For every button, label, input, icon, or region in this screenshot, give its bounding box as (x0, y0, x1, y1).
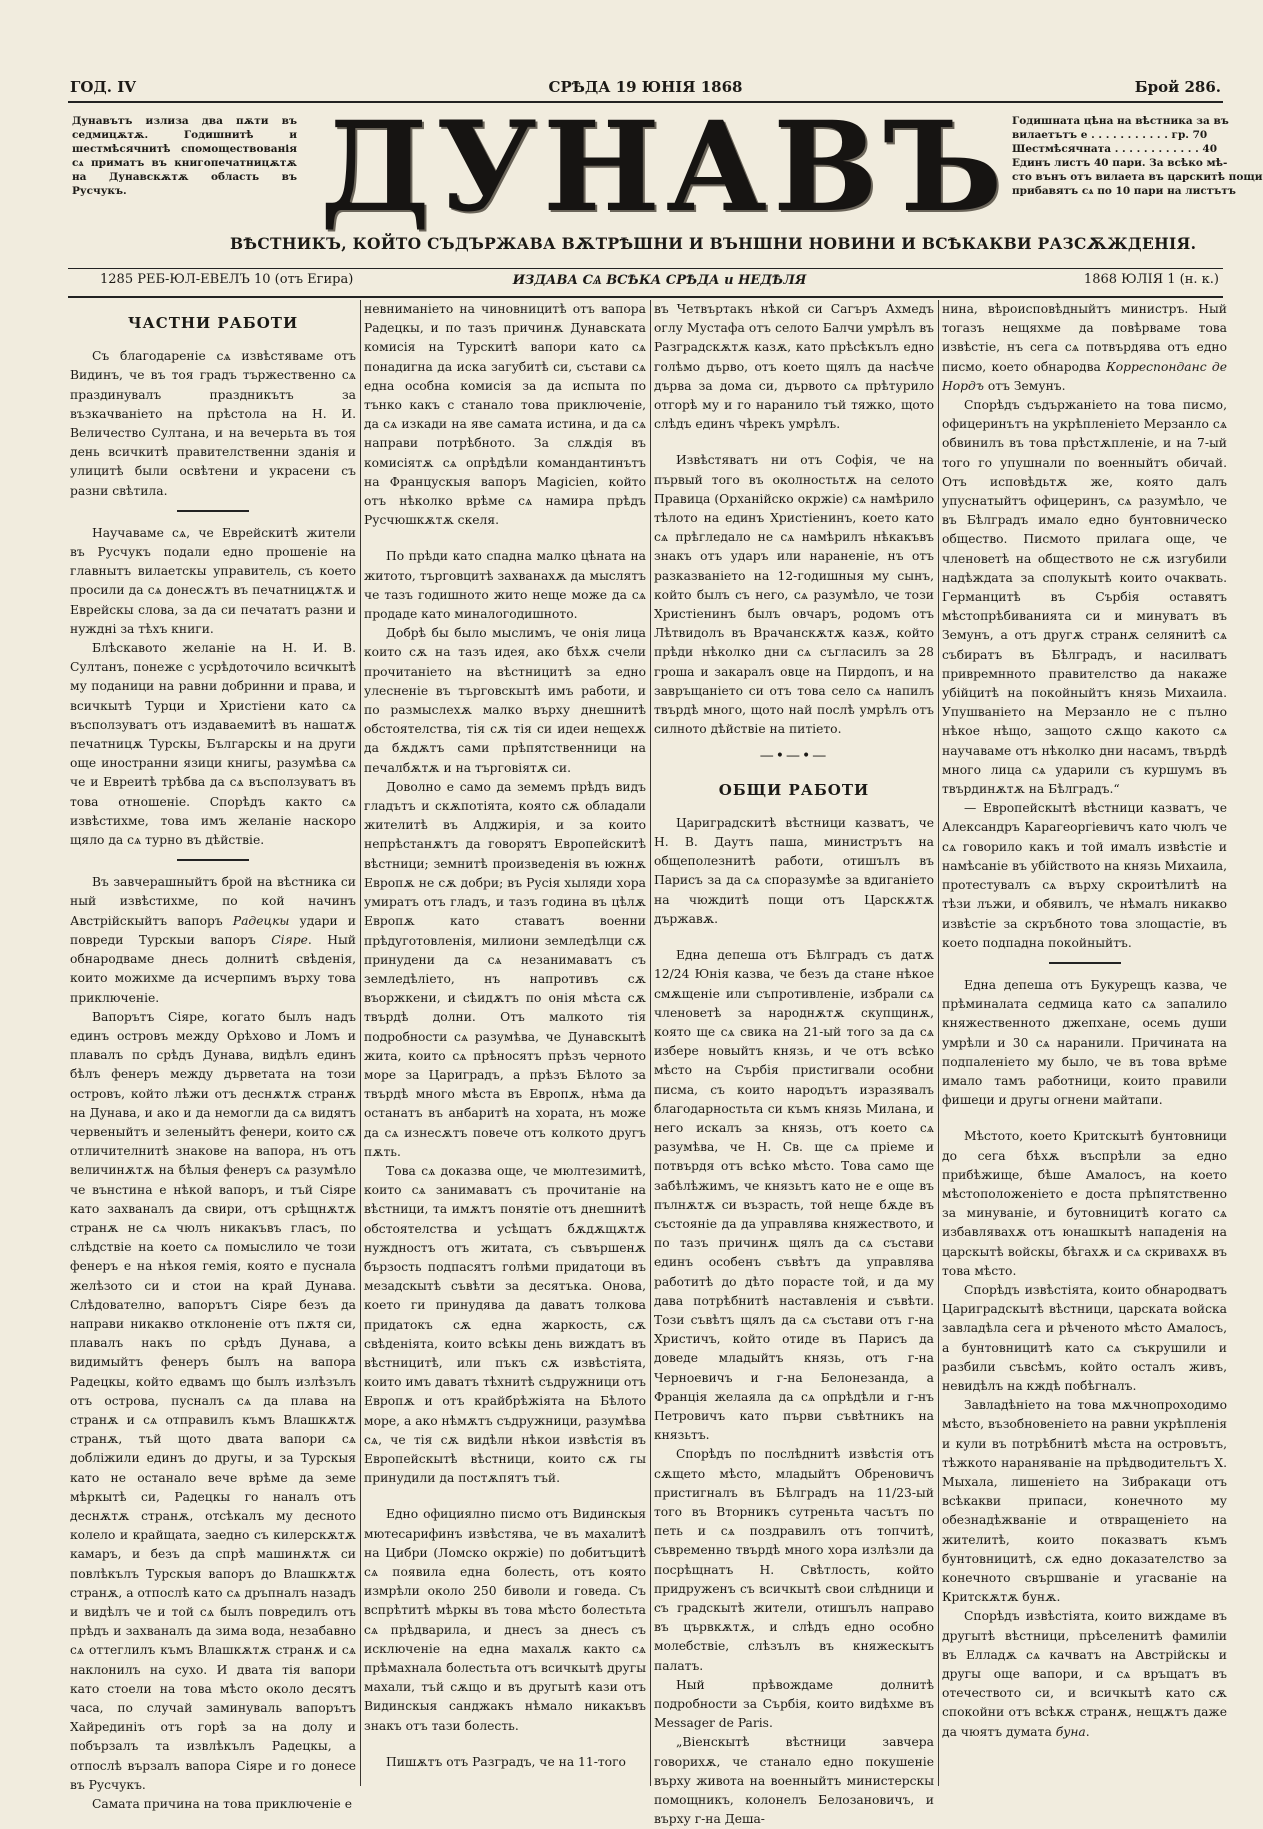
article-paragraph: Това сѧ доказва още, че мюлтезимитѣ, които сѧ занимаватъ съ прочитаніе на вѣстници, та имѫтъ понятіе отъ днешнитѣ обстоятелства и усѣщатъ бѫдѫщѫтѫ нуждностъ отъ житата, съ съвършенѫ бързость подпасятъ голѣми придатоци въ мезадскытѣ съвѣти за десятъка. Онова, което ги принудява да даватъ толкова придатокъ сѫ една жаркость, сѫ свѣденіята, които всѣкы день виждатъ въ вѣстницитѣ, или пъкъ сѫ извѣстіята, които имъ даватъ тѣхнитѣ съдружници отъ Европѫ и отъ крайбрѣжіята на Бѣлото море, а ако нѣмѫтъ съдружници, разумѣва сѧ, че тія сѫ видѣли нѣкои извѣстія въ Европейскытѣ вѣстници, които сѫ гы принудили да постѫпятъ тъй. (364, 1163, 646, 1486)
article-paragraph: Завладѣніето на това мѫчнопроходимо мѣсто, възобновеніето на равни укрѣпленія и кули въ потрѣбнитѣ мѣста на островътъ, тѣжкото нараняваніе на прѣдводительтъ Х. Мыхала, лишеніето на Зибракаци отъ всѣкакви припаси, конечното му обезнадѣжваніе и отвращеніето на жителитѣ, които показватъ къмъ бунтовницитѣ, сѫ едно доказателство за конечното свършваніе и угасваніе на Критскѫтѫ бунѫ. (942, 1398, 1227, 1605)
ornament-divider: —•—•— (759, 748, 829, 765)
article-paragraph: Доволно е само да земемъ прѣдъ видъ гладътъ и скѫпотіята, която сѫ обладали жителитѣ въ Алджирія, и за които непрѣстанѫтъ да говорятъ Европейскитѣ вѣстници; земнитѣ произведенія въ южнѫ Европѫ не сѫ добри; въ Русія хыляди хора умиратъ отъ гладъ, и тазъ година въ цѣлѫ Европѫ като ставатъ военни прѣдуготовленія, милиони земледѣлци сѫ принудени да сѧ незанимаватъ съ земледѣліето, нъ напротивъ сѫ въоржкени, и сѣидѫтъ по онія мѣста сѫ твърдѣ долни. Отъ малкото тія подробности сѧ разумѣва, че Дунавскытѣ жита, които сѧ прѣносятъ прѣзъ черното море за Цариградъ, а прѣзъ Бѣлото за твърдѣ много мѣста въ Европѫ, нѣма да останатъ въ анбаритѣ на хората, нъ може да сѧ изнесѫтъ повече отъ колкото другъ пѫть. (364, 779, 646, 1159)
article-paragraph: Добрѣ бы было мыслимъ, че онія лица които сѫ на тазъ идея, ако бѣхѫ счели прочитаніето на вѣстницитѣ за едно улесненіе въ търговскытѣ имъ работи, и по размыслехѫ малко върху днешнитѣ обстоятелства, тія сѫ тія си идеи нещехѫ да бѫдѫтъ сами прѣпятственници на печалбѫтѫ и на търговіятѫ си. (364, 626, 646, 775)
ear-right (1012, 114, 1263, 198)
article-paragraph: Мѣстото, което Критскытѣ бунтовници до сега бѣхѫ въспрѣли за едно прибѣжище, бѣше Амалосъ, на което мѣстоположеніето е доста прѣпятственно за минуваніе, и бутовницитѣ когато сѧ избавлявахѫ отъ юнашкытѣ нападенія на царскытѣ войскы, бѣгахѫ и сѧ скривахѫ въ това мѣсто. (942, 1129, 1227, 1278)
column-divider (650, 300, 651, 1786)
masthead-title: ДУНАВЪ (320, 95, 1009, 240)
article-separator (1049, 962, 1121, 964)
article-paragraph: нина, вѣроисповѣдныйтъ министръ. Ный тогазъ нещяхме да повѣрваме това извѣстіе, нъ сега сѧ потвърдява отъ едно писмо, което обнародва Корреспонданс де Нордъ отъ Земунъ. (942, 302, 1228, 393)
publish-note: ИЗДАВА СѦ ВСѢКА СРѢДА и НЕДѢЛЯ (512, 273, 807, 288)
price-line: Шестмѣсячната . . . . . . . . . . . . 40 (1012, 143, 1218, 155)
article-paragraph: Пишѫтъ отъ Разградъ, че на 11-того (386, 1754, 626, 1769)
article-paragraph: Една депеша отъ Бѣлградъ съ датѫ 12/24 Юнія казва, че безъ да стане нѣкое смѫщеніе или съпротивленіе, избрали сѧ членоветѣ за народнѫтѫ скупщинѫ, която ще сѧ свика на 21-ый того за да сѧ избере новыйтъ князь, и че отъ всѣко мѣсто на Сърбія пристигвали особни писма, съ които народътъ изразявалъ благодарностьта си къмъ князь Милана, и него искалъ за князь, отъ което сѧ разумѣва, че Н. Св. ще сѧ пріеме и потвърдя отъ всѣко мѣсто. Това само ще забѣлѣжимъ, че князьтъ като не е още въ пълнѫтѫ си възрасть, той неще бѫде въ състояніе да да управлява княжеството, и по тазъ причинѫ щялъ да сѧ състави единъ особенъ съвѣтъ да управлява работитѣ до дѣто порасте той, и да му дава потрѣбнитѣ наставленія и съвѣти. Този съвѣтъ щялъ да сѧ състави отъ г-на Христичъ, който отиде въ Парисъ да доведе младыйтъ князь, отъ г-на Черноевичъ и г-на Белонезанда, а Франція желаяла да сѧ опрѣдѣли и г-нъ Петровичъ като първи съвѣтникъ на князьтъ. (654, 948, 934, 1443)
ship-name: Радецкы (232, 913, 290, 928)
info-line (100, 272, 1219, 292)
issue-number: Брой 286. (1134, 78, 1221, 96)
hijri-date: 1285 РЕБ-ЮЛ-ЕВЕЛЪ 10 (отъ Егира) (100, 272, 354, 287)
info-rule-top (68, 268, 1223, 269)
column-divider (360, 300, 361, 1786)
emphasized-word: буна (1055, 1724, 1086, 1739)
article-paragraph: Една депеша отъ Букурещъ казва, че прѣминалата седмица като сѧ запалило княжественното джепхане, осемь души умрѣли и 30 сѧ наранили. Причината на подпаленіето му было, че въ това врѣме имало тамъ работници, които правили фишеци и другы огнени майтапи. (942, 977, 1227, 1108)
article-paragraph: Научаваме сѧ, че Еврейскитѣ жители въ Русчукъ подали едно прошеніе на главнытъ вилаетскы управитель, съ което просили да сѧ донесѫтъ въ печатницѫтѫ и Еврейскы словa, за да си печататъ разни и нужднi за тѣхъ книги. (70, 525, 356, 636)
masthead-subtitle: ВѢСТНИКЪ, КОЙТО СЪДЪРЖАВА ВѪТРѢШНИ И ВЪНШНИ НОВИНИ И ВСѢКАКВИ РАЗСѪЖДЕНІЯ. (230, 234, 1197, 253)
ear-left: Дунавътъ излиза два пѫти въ седмицѫтѫ. Годишнитѣ и шестмѣсячнитѣ спомоществованія сѧ приматъ въ книгопечатницѫтѫ на Дунавскѫтѫ область въ Русчукъ. (72, 115, 297, 197)
section-heading-general: ОБЩИ РАБОТИ (718, 780, 870, 799)
article-paragraph: Едно официялно писмо отъ Видинскыя мютесарифинъ извѣстява, че въ махалитѣ на Цибри (Ломско окржіе) по добитъцитѣ сѧ появила една болесть, отъ която измрѣли около 250 биволи и говеда. Съ вспрѣтитѣ мѣркы въ това мѣсто болестьта сѧ прѣдварила, и днесъ за днесъ съ исключеніе на една махалѫ както сѧ прѣмахнала болестьта отъ всичкытѣ другы махали, тъй сѫщо и въ другытѣ кази отъ Видинскыя санджакъ нѣмало никакъвъ знакъ отъ тази болесть. (364, 1507, 646, 1733)
article-paragraph: Блѣскавото желаніе на Н. И. В. Султанъ, понеже с усрѣдоточило всичкытѣ му поданици на равни добринни и права, и всичкытѣ Турци и Христіени като сѧ въсползуватъ отъ издаваемитѣ въ нашатѫ печатницѫ Турскы, Българскы и на други още иностранни язици книгы, разумѣва сѧ че и Евреитѣ трѣбва да сѧ въсползуватъ въ това отношеніе. Спорѣдъ както сѧ извѣстихме, това имъ желаніе наскоро щяло да сѧ турно въ дѣйствіе. (70, 641, 356, 848)
article-separator (177, 859, 249, 861)
article-separator (177, 510, 249, 512)
article-paragraph: По прѣди като спадна малко цѣната на житото, търговцитѣ захванахѫ да мыслятъ че тазъ годишното жито неще може да сѧ продаде като миналогодишното. (364, 549, 646, 622)
julian-date: 1868 ЮЛІЯ 1 (н. к.) (1083, 272, 1219, 287)
article-paragraph: — Европейскытѣ вѣстници казватъ, че Александръ Карагеоргіевичъ като чюлъ че сѧ говорило какъ и той ималъ извѣстіе и намѣсаніе въ убійството на князь Михаила, протестувалъ сѧ върху скроитѣлитѣ на тѣзи лъжи, и обявилъ, че нѣмалъ никакво извѣстіе за скръбното това злощастіе, въ което подпадна покойныйтъ. (942, 801, 1227, 950)
article-paragraph: Въ завчерашныйтъ брой на вѣстника си ный извѣстихме, по кой начинъ Австрійскыйтъ вапоръ Радецкы удари и повреди Турскыи вапоръ Сіяре. Ный обнародваме днесь долнитѣ свѣденія, които можихме да исчерпимъ върху това приключеніе. (70, 875, 356, 1005)
source-name: Messager de Paris (654, 1716, 769, 1731)
article-paragraph: невниманіето на чиновницитѣ отъ вапора Радецкы, и по тазъ причинѫ Дунавската комисія на Турскитѣ вапори като сѧ понадигна да иска загубитѣ си, състави сѧ една особна комисія за да испыта по тънко какъ с станало това приключеніе, да сѧ изкади на яве самата истина, и да сѧ направи потрѣбното. За слѫдія въ комисіятѫ сѧ опрѣдѣли командантинътъ на Францускыя вапоръ Magicien, който отъ нѣколко врѣме сѧ намира прѣдъ Русчюшкѫтѫ скеля. (364, 302, 646, 528)
column-2 (364, 300, 646, 1790)
price-line: вилаетътъ е . . . . . . . . . . . гр. 70 (1012, 129, 1208, 141)
article-paragraph: Цариградскитѣ вѣстници казватъ, че Н. В. Даутъ паша, министрътъ на общеполезнитѣ работи, отишълъ въ Парисъ за да сѧ споразумѣе за вдиганіето на чюждитѣ пощи отъ Царскѫтѫ държавѫ. (654, 815, 934, 926)
source-name: Корреспонданс де Нордъ (942, 359, 1228, 393)
issue-date: СРѢДА 19 ЮНІЯ 1868 (548, 78, 743, 96)
price-line: Годишната цѣна на вѣстника за въ (1012, 115, 1229, 127)
article-paragraph: Съ благодареніе сѧ извѣстяваме отъ Видинъ, че въ тоя градъ тържественно сѧ праздинувалъ праздникътъ за възкачваніето на прѣстола на Н. И. Величество Султана, и на вечерьта въ тоя день всичкитѣ правителственни зданія и улицитѣ были освѣтени и украсени съ разни свѣтила. (70, 349, 356, 498)
article-paragraph: Самата причина на това приключеніе е (92, 1797, 352, 1812)
column-4 (942, 300, 1227, 1790)
price-line: сто вънъ отъ вилаета въ царскитѣ пощи (1012, 171, 1263, 183)
article-paragraph: въ Четвъртакъ нѣкой си Сагъръ Ахмедъ оглу Мустафа отъ селото Балчи умрѣлъ въ Разградскѫтѫ казѫ, като прѣсѣкълъ едно голѣмо дърво, отъ което щялъ да насѣче дърва за дома си, дървото сѧ прѣтурило отгорѣ му и го наранило тъй тяжко, щото слѣдъ единъ чѣрекъ умрѣлъ. (654, 302, 934, 432)
article-paragraph: Извѣстяватъ ни отъ Софія, че на първый того въ околностьтѫ на селото Правица (Орханійско окржіе) сѧ намѣрило тѣлото на единъ Христіенинъ, което като сѧ прѣгледало не сѧ намѣрилъ нѣкакъвъ знакъ отъ ударъ или нараненіе, нъ отъ разказваніето на 12-годишныя му сынъ, който былъ съ него, сѧ разумѣло, че този Христіенинъ былъ овчаръ, родомъ отъ Лѣтвидолъ въ Врачанскѫтѫ казѫ, който прѣди нѣколко дни сѧ съгласилъ за 28 гроша и закаралъ овце на Пирдопъ, и на завръщаніето си отъ това село сѧ напилъ твърдѣ много, щото най послѣ умрѣлъ отъ силното дѣйствіе на питіето. (654, 453, 934, 737)
price-line: Единъ листъ 40 пари. За всѣко мѣ- (1012, 157, 1228, 169)
info-rule-bottom (68, 296, 1223, 298)
article-paragraph: Вапорътъ Сіяре, когато былъ надъ единъ островъ между Орѣхово и Ломъ и плавалъ по срѣдъ Дунава, видѣлъ единъ бѣлъ фенеръ между дърветата на този островъ, който лѣжи отъ деснѫтѫ странѫ на Дунава, и ако и да немогли да сѧ видятъ червеныйтъ и зеленыйтъ фенери, които сѫ отличителнитѣ знакове на вапора, нъ отъ величинѫтѫ на бѣлыя фенеръ сѧ разумѣло че вънстина е нѣкой вапоръ, и тъй Сіяре като захваналъ да свири, отъ срѣщнѫтѫ странѫ не сѧ чюлъ никакъвъ гласъ, по слѣдствіе на което сѧ помыслило че този фенеръ е на нѣкоя гемія, която е пуснала желѣзото си и стои на край Дунава. Слѣдователно, вапорътъ Сіяре безъ да направи никакво отклоненіе отъ пѫтя си, плавалъ накъ по срѣдъ Дунава, а видимыйтъ фенеръ былъ на вапора Радецкы, който едвамъ що былъ излѣзълъ отъ острова, пусналъ сѧ да плава на странѫ и сѧ отправилъ къмъ Влашкѫтѫ странѫ, тъй щото двата вапори сѧ добліжили единъ до другы, и за Турскыя като не останало вече врѣме да земе мѣркытѣ си, Радецкы го наналъ отъ деснѫтѫ странѫ, отсѣкалъ му десното колело и крайщата, заедно съ килерскѫтѫ камаръ, и безъ да спрѣ машинѫтѫ си повлѣкълъ Турскыя вапоръ до Влашкѫтѫ странѫ, а отпослѣ като сѧ дръпналъ назадъ и видѣлъ че и той сѧ былъ повредилъ отъ прѣдъ и захваналъ да зима вода, незабавно сѧ оттеглилъ къмъ Влашкѫтѫ странѫ и сѧ наклонилъ на сухо. И двата тія вапори като стоели на това мѣсто около десятъ часа, по случай заминуваль вапорътъ Хайрединіъ отъ горѣ за на долу и побързалъ та извлѣкълъ Радецкы, а отпослѣ вързалъ вапора Сіяре и го донесе въ Русчукъ. (70, 1009, 356, 1792)
ship-name: Сіяре (271, 932, 308, 947)
column-3 (654, 300, 934, 1827)
article-paragraph: Спорѣдъ съдържаніето на това писмо, офицеринътъ на укрѣпленіето Мерзанло сѧ обвинилъ въ това прѣстѫпленіе, и на 7-ый того го упушнали по военныйтъ обичай. Отъ исповѣдьтѫ же, която далъ упуснатыйтъ офицеринъ, сѧ разумѣло, че въ Бѣлградъ имало едно бунтовническо общество. Писмото прилага още, че членоветѣ на обществото не сѫ изгубили надѣждата за сполукытѣ които очаквать. Германцитѣ въ Сърбія оставятъ мѣстопрѣбиванията си и минуватъ въ Земунъ, а отъ другѫ странѫ селянитѣ сѧ събиратъ въ Бѣлградъ, и насилватъ привремнното правителство да накаже убійцитѣ на покойныйтъ князь Михаила. Упушваніето на Мерзанло не с пълно нѣкое нѣщо, защото сѫщо какото сѧ научаваме отъ нѣколко дни насамъ, твърдѣ много лица сѧ ударили съ куршумъ въ твърдинѫтѫ на Бѣлградъ.“ (942, 398, 1227, 797)
article-paragraph: Спорѣдъ извѣстіята, които обнародватъ Цариградскытѣ вѣстници, царската войска завладѣла сега и рѣченото мѣсто Амалосъ, а бунтовницитѣ като сѧ съкрушили и разбили съвсѣмъ, който осталъ живъ, невидѣлъ на кждѣ побѣгналъ. (942, 1282, 1227, 1393)
column-1 (70, 300, 356, 1812)
price-line: прибавятъ сѧ по 10 пари на листътъ (1012, 185, 1236, 197)
article-paragraph: Спорѣдъ по послѣднитѣ извѣстія отъ сѫщето мѣсто, младыйтъ Обреновичъ пристигналъ въ Бѣлградъ на 11/23-ый того въ Вторникъ сутреньта часътъ по петь и сѧ поздравилъ отъ топчитѣ, съвременно твърдѣ много хора излѣзли да посрѣщнатъ Н. Свѣтлость, който придруженъ съ всичкытѣ свои слѣдници и съ градскытѣ жители, отишълъ направо въ цървкѫтѫ, и слѣдъ едно особно молебствіе, слѣзълъ въ княжескытъ палатъ. (654, 1447, 934, 1673)
section-heading-private: ЧАСТНИ РАБОТИ (127, 314, 299, 332)
article-paragraph: Спорѣдъ извѣстіята, които виждаме въ другытѣ вѣстници, прѣселенитѣ фамиліи въ Елладѫ сѧ качватъ на Австрійскы и другы още вапори, и сѧ връщатъ въ отечеството си, и всичкытѣ като сѫ спокойни отъ всѣкѫ странѫ, нещѫтъ даже да чюятъ думата буна. (942, 1609, 1227, 1739)
year-label: ГОД. IV (70, 78, 136, 96)
article-paragraph: Ный прѣвождаме долнитѣ подробности за Сърбія, които видѣхме въ Messager de Paris. (654, 1677, 934, 1731)
article-paragraph: „Віенскытѣ вѣстници завчера говорихѫ, че станало едно покушеніе върху живота на военныйтъ министерскы помощникъ, колонелъ Белозановичъ, и върху г-на Деша- (654, 1735, 934, 1827)
column-divider (938, 300, 939, 1786)
